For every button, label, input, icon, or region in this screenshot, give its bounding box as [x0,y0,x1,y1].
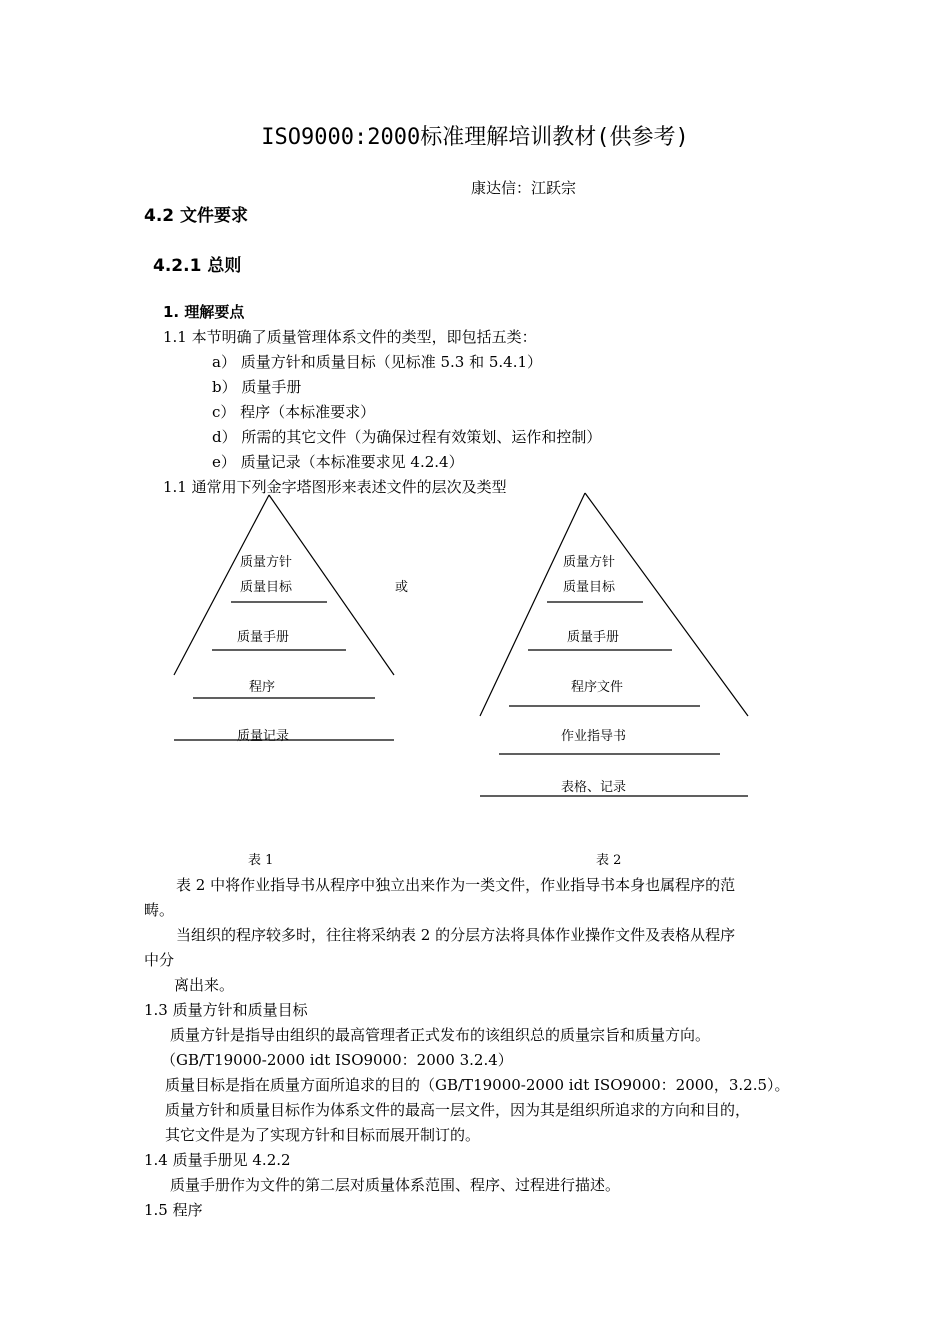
left-pyramid-label-procedure: 程序 [249,680,276,695]
understanding-heading: 1. 理解要点 [163,303,245,321]
right-pyramid-label-objectives: 质量目标 [563,580,616,595]
section-1-4-line-1: 质量手册作为文件的第二层对质量体系范围、程序、过程进行描述。 [170,1176,621,1194]
left-diagram-caption: 表 1 [248,853,274,868]
section-1-3-line-2: （GB/T19000-2000 idt ISO9000：2000 3.2.4） [161,1051,513,1069]
section-heading-4-2: 4.2 文件要求 [144,206,249,226]
paragraph-1-1-pyramid: 1.1 通常用下列金字塔图形来表述文件的层次及类型 [163,478,507,496]
list-item-c: c） 程序（本标准要求） [212,403,376,421]
section-1-3-line-4: 质量方针和质量目标作为体系文件的最高一层文件，因为其是组织所追求的方向和目的， [165,1101,751,1119]
body-paragraph-2-line-1: 当组织的程序较多时，往往将采纳表 2 的分层方法将具体作业操作文件及表格从程序 [176,926,736,944]
list-item-a: a） 质量方针和质量目标（见标准 5.3 和 5.4.1） [212,353,543,371]
section-1-4-heading: 1.4 质量手册见 4.2.2 [144,1151,291,1169]
body-paragraph-2-line-3: 离出来。 [174,976,235,994]
section-1-3-line-3: 质量目标是指在质量方面所追求的目的（GB/T19000-2000 idt ISO9000：2000，3.2.5）。 [165,1076,790,1094]
right-pyramid-left-edge [480,493,585,716]
body-paragraph-1-line-1: 表 2 中将作业指导书从程序中独立出来作为一类文件，作业指导书本身也属程序的范 [176,876,736,894]
left-pyramid-label-manual: 质量手册 [237,630,290,645]
section-1-3-heading: 1.3 质量方针和质量目标 [144,1001,308,1019]
list-item-e: e） 质量记录（本标准要求见 4.2.4） [212,453,464,471]
list-item-d: d） 所需的其它文件（为确保过程有效策划、运作和控制） [212,428,602,446]
left-pyramid-label-objectives: 质量目标 [240,580,293,595]
section-1-3-line-1: 质量方针是指导由组织的最高管理者正式发布的该组织总的质量宗旨和质量方向。 [170,1026,711,1044]
paragraph-1-1: 1.1 本节明确了质量管理体系文件的类型，即包括五类： [163,328,537,346]
right-pyramid-label-forms-records: 表格、记录 [561,780,627,795]
diagram-or-label: 或 [395,580,409,595]
section-1-3-line-5: 其它文件是为了实现方针和目标而展开制订的。 [165,1126,481,1144]
left-pyramid-label-records: 质量记录 [237,729,290,744]
body-paragraph-1-line-2: 畴。 [144,901,175,919]
section-heading-4-2-1: 4.2.1 总则 [153,256,242,276]
right-pyramid-label-procedures: 程序文件 [571,680,624,695]
left-pyramid-label-policy: 质量方针 [240,555,293,570]
document-title: ISO9000:2000标准理解培训教材(供参考) [261,125,689,150]
section-1-5-heading: 1.5 程序 [144,1201,203,1219]
list-item-b: b） 质量手册 [212,378,302,396]
right-pyramid-label-manual: 质量手册 [567,630,620,645]
body-paragraph-2-line-2: 中分 [144,951,175,969]
right-pyramid-label-instructions: 作业指导书 [561,729,627,744]
right-pyramid-label-policy: 质量方针 [563,555,616,570]
right-diagram-caption: 表 2 [596,853,622,868]
author-line: 康达信：江跃宗 [471,179,577,197]
